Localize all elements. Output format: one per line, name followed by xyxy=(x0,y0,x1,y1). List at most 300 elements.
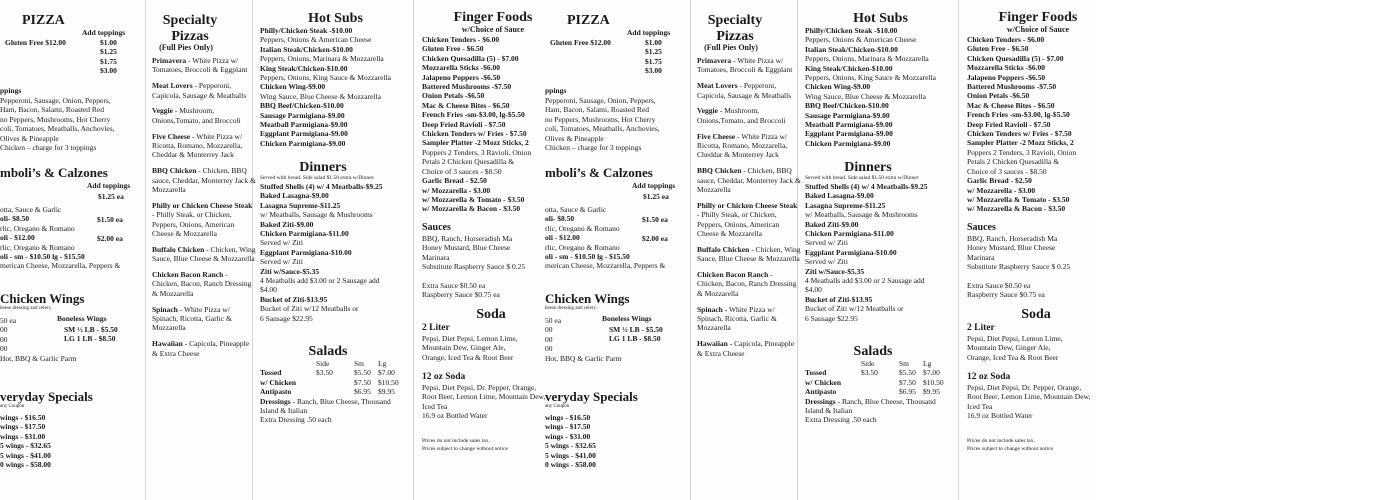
list-item: $1.00 xyxy=(645,38,662,47)
finger-item: w/ Mozzarella - $3.00 xyxy=(967,185,1036,195)
specialty-item-desc: - Chicken, Bacon, Ranch Dressing & Mozzarella xyxy=(697,270,797,298)
menu-line: Baked Ziti-$9.00 xyxy=(260,219,314,229)
finger-item: French Fries -sm-$3.00, lg-$5.50 xyxy=(967,110,1070,120)
menu-line: Meatball Parmigiana-$9.00 xyxy=(260,120,348,130)
oz-flavors: Pepsi, Diet Pepsi, Dr. Pepper, Orange, Root Beer, Lemon Lime, Mountain Dew, Iced Tea xyxy=(422,383,545,411)
salad-name: w/ Chicken xyxy=(260,377,297,387)
menu-line: Chicken Wing-$9.00 xyxy=(260,82,326,92)
soda-title: Soda xyxy=(1021,307,1051,322)
specialty-item-desc: - Pepperoni, Capicola, Sausage & Meatballs xyxy=(697,81,792,100)
list-item: wings - $31.00 xyxy=(545,431,591,441)
bottled-water: 16.9 oz Bottled Water xyxy=(967,411,1033,420)
specials-note: any Coupon xyxy=(545,404,570,409)
salad-side-price: $3.50 xyxy=(861,368,878,378)
list-item: oli - sm - $10.50 lg - $15.50 xyxy=(0,252,85,262)
finger-title: Finger Foods xyxy=(453,10,533,25)
specialty-item-desc: - Chicken, BBQ sauce, Cheddar, Monterrey Jack & Mozzarella xyxy=(697,166,801,195)
liter-flavors: Pepsi, Diet Pepsi, Lemon Lime, Mountain Dew, Ginger Ale, Orange, Iced Tea & Root Beer xyxy=(967,334,1063,362)
subs-list xyxy=(805,26,936,148)
specials-title: veryday Specials xyxy=(0,389,93,404)
dinners-title: Dinners xyxy=(844,160,892,175)
list-item: oli - $12.00 xyxy=(545,233,580,243)
specialty-item-desc: - Capicola, Pineapple & Extra Cheese xyxy=(152,339,250,358)
finger-item: Chicken Tenders - $6.00 xyxy=(422,35,500,44)
specialty-column xyxy=(148,0,258,500)
menu-line: Peppers, Onions, Marinara & Mozzarella xyxy=(805,54,929,64)
list-item: 5 wings - $41.00 xyxy=(0,450,51,460)
list-item: Hot, BBQ & Garlic Parm xyxy=(0,353,77,363)
menu-line: Italian Steak/Chicken-$10.00 xyxy=(805,44,898,54)
list-item: 00 xyxy=(545,334,553,344)
toppings-heading: ppings xyxy=(545,86,567,95)
menu-line: Served w/ Ziti xyxy=(260,257,303,267)
sauces-title: Sauces xyxy=(967,222,996,233)
finger-item: Jalapeno Poppers -$6.50 xyxy=(422,72,501,82)
list-item: Chicken – charge for 3 toppings xyxy=(0,143,97,153)
list-item: merican Cheese, Mozzarella, Peppers & xyxy=(545,261,666,271)
boneless-list xyxy=(609,325,663,344)
list-item: $1.25 xyxy=(645,47,662,57)
specialty-item xyxy=(697,166,801,194)
list-item: Chicken – charge for 3 toppings xyxy=(545,143,642,153)
list-item: SM ½ LB - $5.50 xyxy=(609,325,663,334)
specialty-item-desc: - Chicken, BBQ sauce, Cheddar, Monterrey Jack & Mozzarella xyxy=(152,166,256,195)
dinners-note: Served with bread. Side salad $1.50 extra w/Dinner xyxy=(805,175,919,181)
finger-item: Chicken Tenders - $6.00 xyxy=(967,35,1045,44)
specialty-item xyxy=(152,106,256,125)
specialty-item xyxy=(152,166,256,194)
list-item: 5 wings - $41.00 xyxy=(545,450,596,460)
list-item: oli - $12.00 xyxy=(0,233,35,243)
specialty-item-desc: - Mushroom, Onions,Tomato, and Broccoli xyxy=(152,106,241,125)
menu-line: Peppers, Onions & American Cheese xyxy=(805,35,917,45)
list-item: Marinara xyxy=(422,252,450,262)
menu-line: $4.00 xyxy=(260,285,277,295)
list-item: Olives & Pineapple xyxy=(545,133,604,143)
salads-header: Side xyxy=(861,359,875,368)
list-item: $1.00 xyxy=(100,38,117,47)
dinners-title: Dinners xyxy=(299,160,347,175)
list-item: 0 wings - $58.00 xyxy=(0,460,51,470)
oz-title: 12 oz Soda xyxy=(422,372,466,382)
toppings-list xyxy=(545,96,660,152)
finger-item: Chicken Quesadilla (5) - $7.00 xyxy=(967,53,1064,63)
finger-item: Gluten Free - $6.50 xyxy=(422,44,484,54)
list-item: $3.00 xyxy=(100,66,117,76)
specialty-item xyxy=(152,270,256,298)
specialty-list xyxy=(152,56,256,364)
list-item: 50 ea xyxy=(0,316,17,325)
finger-item: Petals 2 Chicken Quesadilla & xyxy=(422,157,515,167)
subs-title: Hot Subs xyxy=(308,11,363,26)
menu-line: Bucket of Ziti-$13.95 xyxy=(805,294,873,304)
menu-line: $4.00 xyxy=(805,285,822,295)
finger-item: Petals 2 Chicken Quesadilla & xyxy=(967,157,1060,167)
specialty-item-name: Spinach xyxy=(152,304,178,314)
specialty-item xyxy=(152,56,256,75)
list-item: LG 1 LB - $8.50 xyxy=(64,334,116,344)
menu-line: Lasagna Supreme-$11.25 xyxy=(805,200,886,210)
sauces-extra xyxy=(422,281,500,300)
dinners-note: Served with bread. Side salad $1.50 extra w/Dinner xyxy=(260,175,374,181)
menu-line: Baked Lasagna-$9.00 xyxy=(260,191,329,201)
finger-item: Gluten Free - $6.50 xyxy=(967,44,1029,54)
dressings-label: Dressings xyxy=(260,396,291,406)
salad-name: Tossed xyxy=(260,368,282,378)
finger-item: Battered Mushrooms -$7.50 xyxy=(967,82,1057,92)
list-item: Substitute Raspberry Sauce $ 0.25 xyxy=(967,262,1071,272)
specialty-item-name: Meat Lovers xyxy=(697,81,738,91)
boneless-title: Boneless Wings xyxy=(602,314,652,323)
list-item: Honey Mustard, Blue Cheese xyxy=(967,243,1056,253)
oz-flavors: Pepsi, Diet Pepsi, Dr. Pepper, Orange, Root Beer, Lemon Lime, Mountain Dew, Iced Tea xyxy=(967,383,1090,411)
list-item: BBQ, Ranch, Horseradish Ma xyxy=(967,234,1058,243)
salad-sm-price: $7.50 xyxy=(354,377,371,387)
finger-column xyxy=(963,0,1090,500)
fold-line xyxy=(413,0,414,500)
finger-title: Finger Foods xyxy=(998,10,1078,25)
menu-line: 4 Meatballs add $3.00 or 2 Sausage add xyxy=(260,276,380,286)
salads-header: Sm xyxy=(354,359,365,368)
finger-item: Deep Fried Ravioli - $7.50 xyxy=(967,119,1051,129)
finger-item: Mozzarella Sticks -$6.00 xyxy=(967,63,1045,73)
fold-line xyxy=(958,0,959,500)
specialty-item-desc: - White Pizza w/ Tomatoes, Broccoli & Eggplant xyxy=(697,56,793,75)
list-item: otta, Sauce & Garlic xyxy=(545,205,607,214)
list-item: wings - $16.50 xyxy=(545,413,591,422)
menu-line: Sausage Parmigiana-$9.00 xyxy=(260,110,345,120)
finger-item: Mac & Cheese Bites - $6.50 xyxy=(967,100,1055,110)
specialty-item-desc: - Chicken, Wing Sauce, Blue Cheese & Mozzarella xyxy=(697,244,801,264)
calzones-add-toppings: Add toppings xyxy=(87,181,131,190)
specialty-item-desc: - White Pizza w/ Ricotta, Romano, Mozzarella, Cheddar & Monterrey Jack xyxy=(152,131,243,160)
list-item: oli- $8.50 xyxy=(0,214,30,224)
specialty-item-name: Buffalo Chicken xyxy=(152,244,205,254)
oz-title: 12 oz Soda xyxy=(967,372,1011,382)
specialty-item xyxy=(697,81,801,100)
finger-item: Onion Petals -$6.50 xyxy=(967,91,1030,101)
sauces-title: Sauces xyxy=(422,222,451,233)
salad-lg-price: $10.50 xyxy=(923,377,944,387)
menu-line: Baked Ziti-$9.00 xyxy=(805,219,859,229)
specialty-item-name: Primavera xyxy=(152,56,187,65)
subs-title: Hot Subs xyxy=(853,11,908,26)
salad-lg-price: $7.00 xyxy=(923,368,940,378)
list-item: no Peppers, Mushrooms, Hot Cherry xyxy=(0,114,111,124)
specialty-item xyxy=(697,305,801,333)
menu-line: BBQ Beef/Chicken-$10.00 xyxy=(805,101,889,111)
calzones-add-toppings: Add toppings xyxy=(632,181,676,190)
menu-line: Chicken Parmigiana-$9.00 xyxy=(260,138,346,148)
finger-item: Chicken Quesadilla (5) - $7.00 xyxy=(422,53,519,63)
specialty-item-desc: - Pepperoni, Capicola, Sausage & Meatballs xyxy=(152,81,247,100)
wings-note: heese dressing and celery. xyxy=(0,306,52,311)
menu-line: Bucket of Ziti w/12 Meatballs or xyxy=(260,304,359,314)
specialty-item-name: Hawaiian xyxy=(697,339,728,349)
finger-item: French Fries -sm-$3.00, lg-$5.50 xyxy=(422,110,525,120)
list-item: oli - sm - $10.50 lg - $15.50 xyxy=(545,252,630,262)
blank-margin xyxy=(1090,0,1400,500)
specialty-item xyxy=(152,81,256,100)
menu-line: Peppers, Onions & American Cheese xyxy=(260,35,372,45)
menu-page-right xyxy=(545,0,1090,500)
specialty-item-desc: - White Pizza w/ Spinach, Ricotta, Garlic & Mozzarella xyxy=(697,304,777,333)
salads-header: Lg xyxy=(923,359,932,368)
menu-line: Ziti w/Sauce-$5.35 xyxy=(260,266,320,276)
menu-line: 6 Sausage $22.95 xyxy=(805,313,858,323)
list-item: rlic, Oregano & Romano xyxy=(545,242,620,252)
liter-title: 2 Liter xyxy=(967,323,995,333)
list-item: $1.25 xyxy=(100,47,117,57)
specialty-item-desc: - Chicken, Bacon, Ranch Dressing & Mozzarella xyxy=(152,270,252,298)
specialty-item-name: Meat Lovers xyxy=(152,81,193,91)
pizza-title: PIZZA xyxy=(22,13,65,28)
wings-note: heese dressing and celery. xyxy=(545,306,597,311)
specialty-item-name: Primavera xyxy=(697,56,732,65)
menu-line: Eggplant Parmigiana-$10.00 xyxy=(260,247,352,257)
finger-item: Choice of 3 sauces - $8.50 xyxy=(967,166,1047,176)
list-item: BBQ, Ranch, Horseradish Ma xyxy=(422,234,513,243)
salads-header: Side xyxy=(316,359,330,368)
specialty-title: Specialty Pizzas xyxy=(707,13,763,44)
salad-sm-price: $6.95 xyxy=(899,387,916,397)
extra-dressing: Extra Dressing .50 each xyxy=(260,415,332,425)
add-toppings-label: Add toppings xyxy=(627,28,671,37)
specialty-subtitle: (Full Pies Only) xyxy=(704,43,758,52)
pizza-column xyxy=(0,0,140,500)
specialty-item-name: Buffalo Chicken xyxy=(697,244,750,254)
subs-column xyxy=(258,0,413,500)
specialty-item-desc: - Chicken, Wing Sauce, Blue Cheese & Mozzarella xyxy=(152,244,256,264)
salad-lg-price: $9.95 xyxy=(378,387,395,397)
salad-sm-price: $5.50 xyxy=(899,368,916,378)
finger-item: w/ Mozzarella & Bacon - $3.50 xyxy=(422,204,521,214)
list-item: Extra Sauce $0.50 ea xyxy=(422,281,486,290)
salad-side-price: $3.50 xyxy=(316,368,333,378)
menu-line: Served w/ Ziti xyxy=(805,257,848,267)
menu-line: Philly/Chicken Steak -$10.00 xyxy=(805,26,898,35)
wings-title: Chicken Wings xyxy=(0,291,85,306)
menu-line: Served w/ Ziti xyxy=(260,238,303,248)
specialty-item-desc: - Mushroom, Onions,Tomato, and Broccoli xyxy=(697,106,786,125)
salad-sm-price: $5.50 xyxy=(354,368,371,378)
menu-line: Peppers, Onions, King Sauce & Mozzarella xyxy=(805,73,937,83)
finger-item: Garlic Bread - $2.50 xyxy=(422,176,487,186)
list-item: Marinara xyxy=(967,252,995,262)
dinners-list xyxy=(260,182,383,323)
menu-line: Sausage Parmigiana-$9.00 xyxy=(805,110,890,120)
gluten-free-price: Gluten Free $12.00 xyxy=(550,38,611,47)
specialty-item xyxy=(152,201,256,239)
list-item: Ham, Bacon, Salami, Roasted Red xyxy=(0,105,104,115)
specialty-column xyxy=(693,0,803,500)
specialty-item xyxy=(152,339,256,358)
liter-title: 2 Liter xyxy=(422,323,450,333)
menu-line: Peppers, Onions, Marinara & Mozzarella xyxy=(260,54,384,64)
salad-dressings xyxy=(260,397,410,416)
salad-lg-price: $10.50 xyxy=(378,377,399,387)
menu-line: 4 Meatballs add $3.00 or 2 Sausage add xyxy=(805,276,925,286)
menu-line: Bucket of Ziti-$13.95 xyxy=(260,294,328,304)
bottled-water: 16.9 oz Bottled Water xyxy=(422,411,488,420)
finger-column xyxy=(418,0,545,500)
list-item: Raspberry Sauce $0.75 ea xyxy=(967,290,1045,300)
list-item: SM ½ LB - $5.50 xyxy=(64,325,118,334)
menu-line: Ziti w/Sauce-$5.35 xyxy=(805,266,865,276)
list-item: wings - $17.50 xyxy=(0,422,46,432)
specialty-item-desc: - Philly Steak, or Chicken, Peppers, Onions, American Cheese & Mozzarella xyxy=(152,210,235,239)
specialty-item-name: Five Cheese xyxy=(697,131,736,141)
finger-item: Poppers 2 Tenders, 3 Ravioli, Onion xyxy=(967,147,1077,157)
specialty-item-name: Philly or Chicken Cheese Steak xyxy=(697,200,798,210)
specialty-item-desc: - White Pizza w/ Spinach, Ricotta, Garlic & Mozzarella xyxy=(152,304,232,333)
menu-line: BBQ Beef/Chicken-$10.00 xyxy=(260,101,344,111)
calzones-price-a: $1.50 ea xyxy=(97,215,123,224)
list-item: 00 xyxy=(0,334,8,344)
specialty-item-name: Hawaiian xyxy=(152,339,183,349)
list-item: Extra Sauce $0.50 ea xyxy=(967,281,1031,290)
menu-line: Bucket of Ziti w/12 Meatballs or xyxy=(805,304,904,314)
specialty-item xyxy=(697,56,801,75)
menu-line: Lasagna Supreme-$11.25 xyxy=(260,200,341,210)
finger-item: w/ Mozzarella & Tomato - $3.50 xyxy=(422,194,525,204)
specialty-title: Specialty Pizzas xyxy=(162,13,218,44)
finger-subtitle: w/Choice of Sauce xyxy=(1006,25,1070,34)
menu-line: Baked Lasagna-$9.00 xyxy=(805,191,874,201)
topping-prices xyxy=(645,38,662,76)
salad-name: w/ Chicken xyxy=(805,377,842,387)
specialty-item-desc: - Philly Steak, or Chicken, Peppers, Onions, American Cheese & Mozzarella xyxy=(697,210,780,239)
specialty-item-name: Chicken Bacon Ranch xyxy=(697,270,769,280)
salad-sm-price: $7.50 xyxy=(899,377,916,387)
finger-item: Sampler Platter -2 Mozz Sticks, 2 xyxy=(422,138,529,148)
finger-item: Chicken Tenders w/ Fries - $7.50 xyxy=(422,129,527,139)
finger-item: Onion Petals -$6.50 xyxy=(422,91,485,101)
list-item: rlic, Oregano & Romano xyxy=(545,223,620,233)
list-item: $3.00 xyxy=(645,66,662,76)
calzones-title: mboli’s & Calzones xyxy=(545,165,653,180)
specialty-item-desc: - White Pizza w/ Tomatoes, Broccoli & Eggplant xyxy=(152,56,248,75)
menu-line: King Steak/Chicken-$10.00 xyxy=(260,63,348,73)
calzones-price-a: $1.50 ea xyxy=(642,215,668,224)
list-item: 5 wings - $32.65 xyxy=(545,441,596,451)
specialty-item-name: Five Cheese xyxy=(152,131,191,141)
sauces-extra xyxy=(967,281,1045,300)
menu-line: Chicken Parmigiana-$9.00 xyxy=(805,138,891,148)
list-item: coli, Tomatoes, Meatballs, Anchovies, xyxy=(545,124,660,134)
menu-line: Served w/ Ziti xyxy=(805,238,848,248)
list-item: Raspberry Sauce $0.75 ea xyxy=(422,290,500,300)
calzones-price-b: $2.00 ea xyxy=(97,234,123,243)
finger-item: Choice of 3 sauces - $8.50 xyxy=(422,166,502,176)
salads-header: Sm xyxy=(899,359,910,368)
salads-title: Salads xyxy=(308,344,348,359)
calzones-add-price: $1.25 ea xyxy=(98,192,124,201)
specials-list xyxy=(0,413,51,469)
finger-item: Battered Mushrooms -$7.50 xyxy=(422,82,512,92)
pizza-title: PIZZA xyxy=(567,13,610,28)
pizza-column xyxy=(545,0,685,500)
wings-title: Chicken Wings xyxy=(545,291,630,306)
finger-item: Jalapeno Poppers -$6.50 xyxy=(967,72,1046,82)
menu-line: Chicken Parmigiana-$11.00 xyxy=(805,229,894,239)
specialty-item xyxy=(152,245,256,264)
dressings-text: - Ranch, Blue Cheese, Thousand Island & Italian xyxy=(805,396,936,415)
menu-line: Eggplant Parmigiana-$10.00 xyxy=(805,247,897,257)
dressings-text: - Ranch, Blue Cheese, Thousand Island & Italian xyxy=(260,396,391,415)
specialty-item xyxy=(697,132,801,160)
menu-line: w/ Meatballs, Sausage & Mushrooms xyxy=(260,210,373,220)
menu-line: Chicken Parmigiana-$11.00 xyxy=(260,229,349,239)
specialty-item-name: Veggie xyxy=(697,106,718,116)
list-item: Honey Mustard, Blue Cheese xyxy=(422,243,511,253)
specialty-item xyxy=(152,305,256,333)
toppings-heading: ppings xyxy=(0,86,22,95)
specialty-item-desc: - Capicola, Pineapple & Extra Cheese xyxy=(697,339,795,358)
calzones-add-price: $1.25 ea xyxy=(643,192,669,201)
specialty-item-name: Philly or Chicken Cheese Steak xyxy=(152,200,253,210)
salad-name: Antipasto xyxy=(260,387,292,397)
list-item: oli- $8.50 xyxy=(545,214,575,224)
sauces-list xyxy=(967,234,1070,272)
list-item: rlic, Oregano & Romano xyxy=(0,242,75,252)
list-item: 00 xyxy=(0,325,8,335)
salad-name: Antipasto xyxy=(805,387,837,397)
finger-item: Mozzarella Sticks -$6.00 xyxy=(422,63,500,73)
list-item: $1.75 xyxy=(100,56,117,66)
extra-dressing: Extra Dressing .50 each xyxy=(805,415,877,425)
finger-item: Mac & Cheese Bites - $6.50 xyxy=(422,100,510,110)
list-item: wings - $17.50 xyxy=(545,422,591,432)
menu-line: Eggplant Parmigiana-$9.00 xyxy=(805,129,893,139)
toppings-list xyxy=(0,96,115,152)
finger-list xyxy=(967,35,1076,214)
menu-line: Stuffed Shells (4) w/ 4 Meatballs-$9.25 xyxy=(260,182,383,191)
specials-title: veryday Specials xyxy=(545,389,638,404)
calzones-price-b: $2.00 ea xyxy=(642,234,668,243)
salad-lg-price: $7.00 xyxy=(378,368,395,378)
boneless-title: Boneless Wings xyxy=(57,314,107,323)
soda-title: Soda xyxy=(476,307,506,322)
fine-print xyxy=(422,437,508,453)
specialty-item xyxy=(152,132,256,160)
list-item: rlic, Oregano & Romano xyxy=(0,223,75,233)
specialty-item-desc: - White Pizza w/ Ricotta, Romano, Mozzarella, Cheddar & Monterrey Jack xyxy=(697,131,788,160)
salad-name: Tossed xyxy=(805,368,827,378)
specialty-item-name: Spinach xyxy=(697,304,723,314)
salad-sm-price: $6.95 xyxy=(354,387,371,397)
salad-dressings xyxy=(805,397,955,416)
menu-line: Wing Sauce, Blue Cheese & Mozzarella xyxy=(260,91,381,101)
finger-subtitle: w/Choice of Sauce xyxy=(461,25,525,34)
list-item: 00 xyxy=(0,344,8,354)
specialty-list xyxy=(697,56,801,364)
specialty-item xyxy=(697,339,801,358)
dressings-label: Dressings xyxy=(805,396,836,406)
menu-line: 6 Sausage $22.95 xyxy=(260,313,313,323)
list-item: no Peppers, Mushrooms, Hot Cherry xyxy=(545,114,656,124)
menu-line: Eggplant Parmigiana-$9.00 xyxy=(260,129,348,139)
menu-line: Wing Sauce, Blue Cheese & Mozzarella xyxy=(805,91,926,101)
specialty-item-name: Veggie xyxy=(152,106,173,116)
finger-item: w/ Mozzarella & Bacon - $3.50 xyxy=(967,204,1066,214)
finger-item: w/ Mozzarella & Tomato - $3.50 xyxy=(967,194,1070,204)
specialty-item-name: Chicken Bacon Ranch xyxy=(152,270,224,280)
gluten-free-price: Gluten Free $12.00 xyxy=(5,38,66,47)
finger-item: w/ Mozzarella - $3.00 xyxy=(422,185,491,195)
menu-line: Peppers, Onions, King Sauce & Mozzarella xyxy=(260,73,392,83)
specialty-item-name: BBQ Chicken xyxy=(697,166,742,176)
